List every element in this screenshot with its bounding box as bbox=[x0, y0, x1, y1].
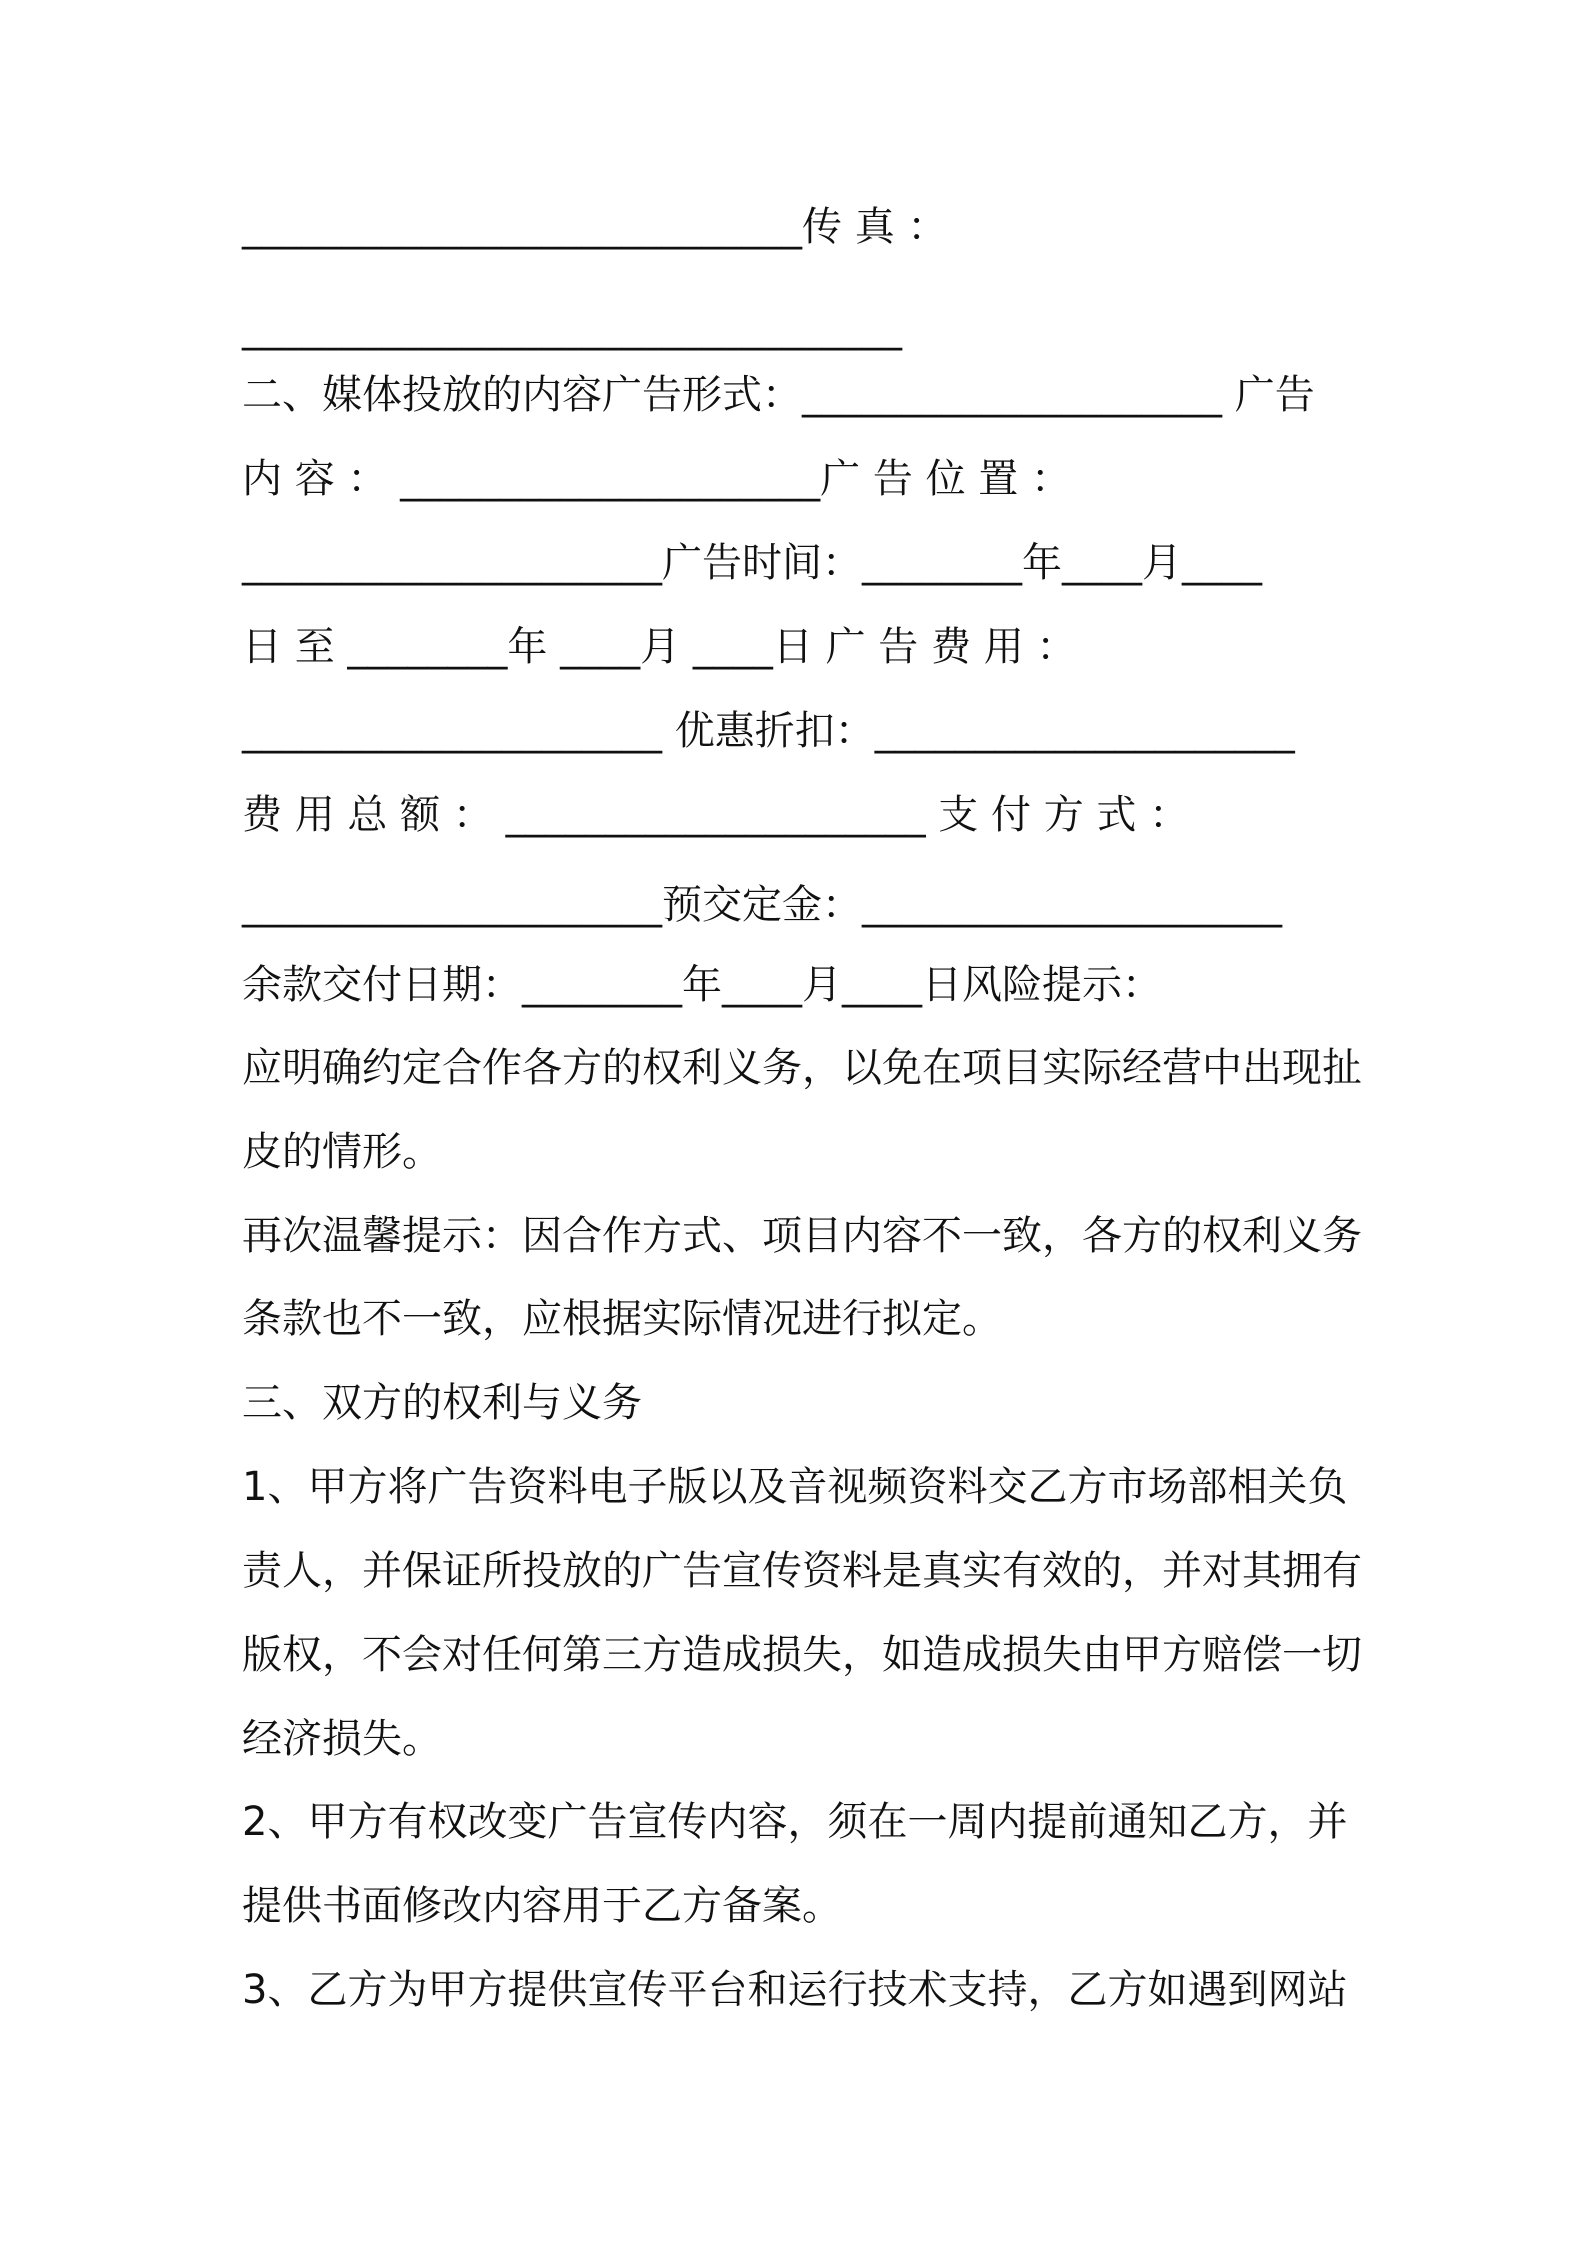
total-payment-line: 费 用 总 额 ： _____________________ 支 付 方 式 ： bbox=[242, 792, 1190, 838]
discount-line: _____________________ 优惠折扣：_____________________ bbox=[242, 708, 1295, 754]
section-three-heading: 三、双方的权利与义务 bbox=[242, 1380, 642, 1426]
reminder-line-1: 再次温馨提示：因合作方式、项目内容不一致，各方的权利义务 bbox=[242, 1213, 1362, 1259]
contact-fax-line: ____________________________传 真 ： bbox=[242, 204, 948, 250]
clause-2-line-2: 提供书面修改内容用于乙方备案。 bbox=[242, 1883, 842, 1929]
risk-note-line-1: 应明确约定合作各方的权利义务，以免在项目实际经营中出现扯 bbox=[242, 1045, 1362, 1091]
clause-3-line-1: 3、乙方为甲方提供宣传平台和运行技术支持，乙方如遇到网站 bbox=[242, 1967, 1348, 2013]
clause-1-line-2: 责人，并保证所投放的广告宣传资料是真实有效的，并对其拥有 bbox=[242, 1548, 1362, 1594]
blank-line: _________________________________ bbox=[242, 305, 902, 351]
clause-1-line-1: 1、甲方将广告资料电子版以及音视频资料交乙方市场部相关负 bbox=[242, 1464, 1348, 1510]
reminder-line-2: 条款也不一致，应根据实际情况进行拟定。 bbox=[242, 1296, 1002, 1342]
risk-note-line-2: 皮的情形。 bbox=[242, 1129, 442, 1175]
deposit-line: _____________________预交定金：_____________________ bbox=[242, 882, 1282, 928]
ad-content-position-line: 内 容 ： _____________________广 告 位 置 ： bbox=[242, 456, 1072, 502]
clause-1-line-3: 版权，不会对任何第三方造成损失，如造成损失由甲方赔偿一切 bbox=[242, 1632, 1362, 1678]
clause-2-line-1: 2、甲方有权改变广告宣传内容，须在一周内提前通知乙方，并 bbox=[242, 1799, 1348, 1845]
ad-time-line: _____________________广告时间：________年____月____ bbox=[242, 540, 1262, 586]
clause-1-line-4: 经济损失。 bbox=[242, 1716, 442, 1762]
section-two-heading-line: 二、媒体投放的内容广告形式：_____________________ 广告 bbox=[242, 372, 1315, 418]
balance-date-line: 余款交付日期：________年____月____日风险提示： bbox=[242, 962, 1162, 1008]
ad-date-fee-line: 日 至 ________年 ____月 ____日 广 告 费 用 ： bbox=[242, 624, 1077, 670]
